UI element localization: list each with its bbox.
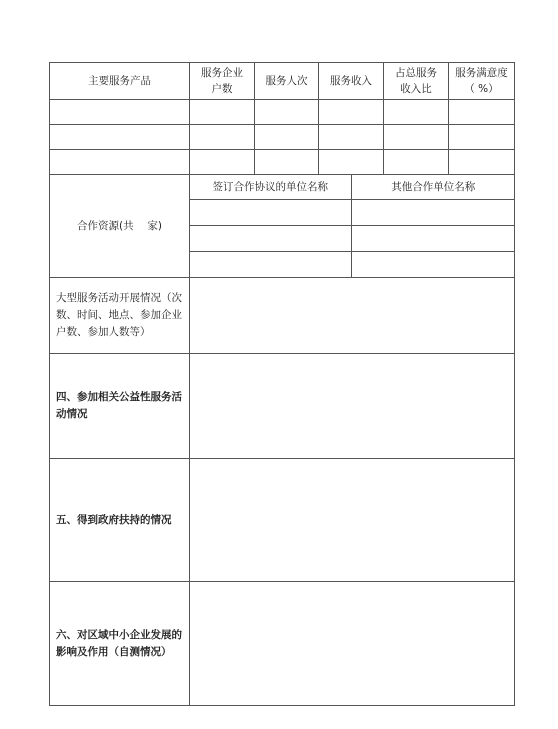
section-6-label: 六、对区域中小企业发展的影响及作用（自测情况） (50, 582, 190, 706)
cooperation-row (50, 175, 515, 278)
table-row (50, 100, 515, 125)
other-partners-header: 其他合作单位名称 (351, 175, 515, 199)
table-cell[interactable] (319, 150, 384, 175)
table-cell[interactable] (319, 100, 384, 125)
cooperation-row-entry (190, 199, 515, 225)
other-partner-cell[interactable] (351, 251, 515, 277)
cooperation-header-row (190, 175, 515, 199)
table-cell[interactable] (384, 150, 449, 175)
signed-partner-cell[interactable] (190, 199, 351, 225)
activities-content-cell[interactable] (190, 278, 515, 354)
table-cell[interactable] (449, 125, 515, 150)
table-cell[interactable] (255, 125, 319, 150)
cooperation-row-entry (190, 225, 515, 251)
table-cell[interactable] (449, 150, 515, 175)
table-cell[interactable] (384, 100, 449, 125)
table-row (50, 150, 515, 175)
table-cell[interactable] (255, 100, 319, 125)
cooperation-resources-label: 合作资源(共 家) (50, 175, 190, 278)
table-row (50, 125, 515, 150)
other-partner-cell[interactable] (351, 225, 515, 251)
activities-label: 大型服务活动开展情况（次数、时间、地点、参加企业户数、参加人数等） (50, 278, 190, 354)
table-cell[interactable] (50, 100, 190, 125)
signed-partner-cell[interactable] (190, 251, 351, 277)
table-cell[interactable] (255, 150, 319, 175)
table-cell[interactable] (190, 100, 255, 125)
header-service-income: 服务收入 (319, 63, 384, 100)
table-cell[interactable] (449, 100, 515, 125)
cooperation-grid-cell (190, 175, 515, 278)
table-cell[interactable] (190, 125, 255, 150)
cooperation-grid (190, 175, 515, 277)
signed-partner-cell[interactable] (190, 225, 351, 251)
header-service-visits: 服务人次 (255, 63, 319, 100)
table-cell[interactable] (384, 125, 449, 150)
cooperation-row-entry (190, 251, 515, 277)
section-6-content-cell[interactable] (190, 582, 515, 706)
section-4-label: 四、参加相关公益性服务活动情况 (50, 354, 190, 459)
signed-partners-header: 签订合作协议的单位名称 (190, 175, 351, 199)
other-partner-cell[interactable] (351, 199, 515, 225)
header-row (50, 63, 515, 100)
section-5-label: 五、得到政府扶持的情况 (50, 459, 190, 582)
section-4-content-cell[interactable] (190, 354, 515, 459)
section-5-row (50, 459, 515, 582)
service-report-table (49, 62, 515, 706)
activities-row (50, 278, 515, 354)
table-cell[interactable] (190, 150, 255, 175)
header-satisfaction: 服务满意度（ %） (449, 63, 515, 100)
header-served-firms: 服务企业户数 (190, 63, 255, 100)
table-cell[interactable] (50, 125, 190, 150)
table-cell[interactable] (319, 125, 384, 150)
header-income-ratio: 占总服务收入比 (384, 63, 449, 100)
header-main-service-product: 主要服务产品 (50, 63, 190, 100)
section-6-row (50, 582, 515, 706)
section-4-row (50, 354, 515, 459)
section-5-content-cell[interactable] (190, 459, 515, 582)
table-cell[interactable] (50, 150, 190, 175)
